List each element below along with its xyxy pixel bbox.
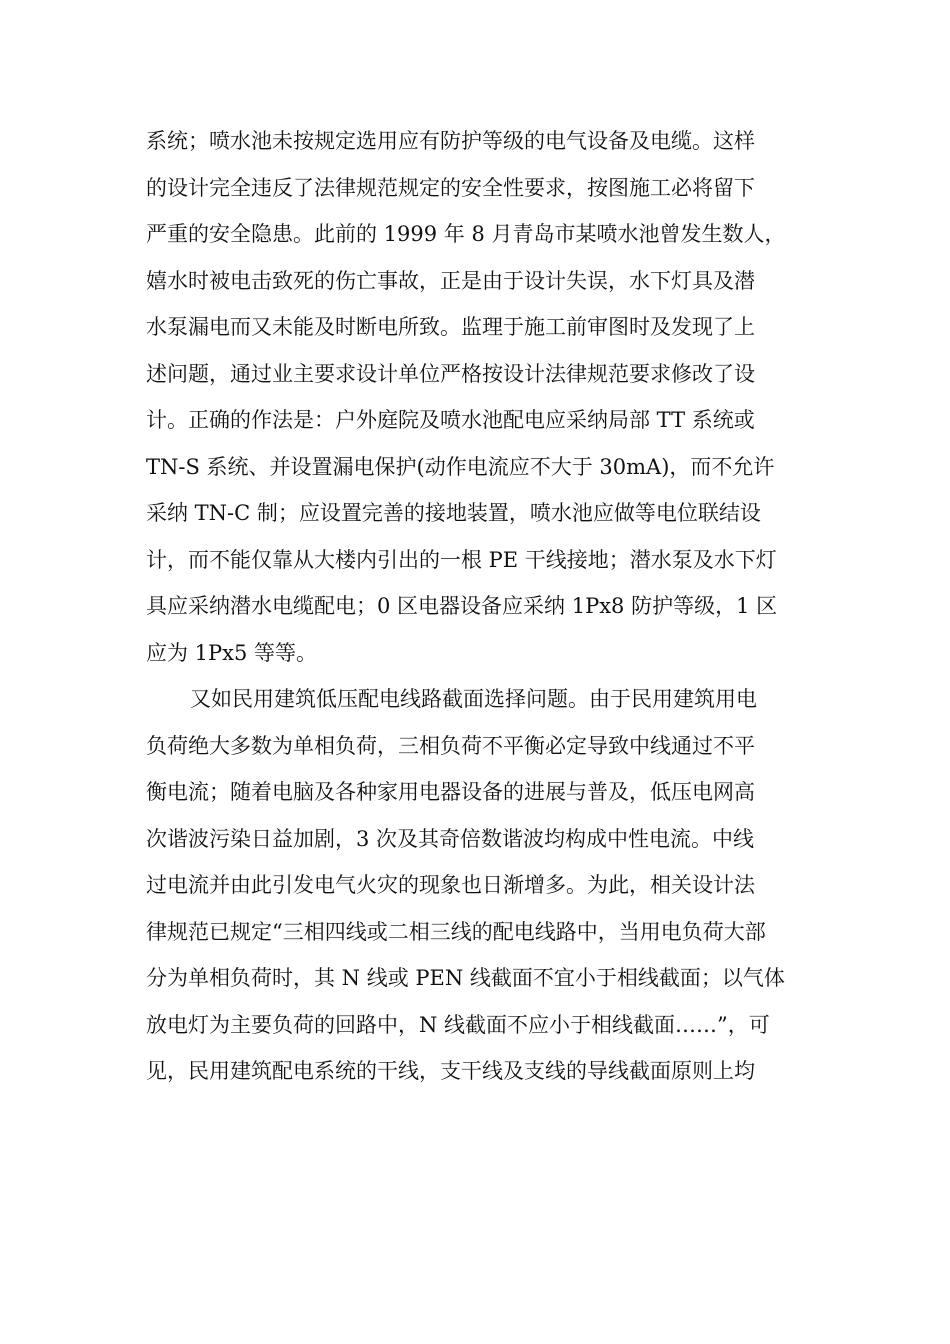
text-line: 采纳 TN-C 制；应设置完善的接地装置，喷水池应做等电位联结设 — [146, 501, 761, 525]
body-text — [146, 118, 806, 1095]
text-line: 嬉水时被电击致死的伤亡事故，正是由于设计失误，水下灯具及潜 — [146, 268, 755, 293]
text-line: 见，民用建筑配电系统的干线，支干线及支线的导线截面原则上均 — [146, 1059, 755, 1083]
text-line: 放电灯为主要负荷的回路中，N 线截面不应小于相线截面……”，可 — [146, 1012, 770, 1037]
text-line: 分为单相负荷时，其 N 线或 PEN 线截面不宜小于相线截面；以气体 — [146, 966, 785, 990]
text-line: 律规范已规定“三相四线或二相三线的配电线路中，当用电负荷大部 — [146, 919, 766, 944]
text-line: 严重的安全隐患。此前的 1999 年 8 月青岛市某喷水池曾发生数人， — [146, 222, 786, 246]
text-line: 又如民用建筑低压配电线路截面选择问题。由于民用建筑用电 — [190, 687, 757, 711]
text-line: 述问题，通过业主要求设计单位严格按设计法律规范要求修改了设 — [146, 361, 755, 386]
text-line: 的设计完全违反了法律规范规定的安全性要求，按图施工必将留下 — [146, 175, 755, 200]
text-line: 负荷绝大多数为单相负荷，三相负荷不平衡必定导致中线通过不平 — [146, 733, 755, 758]
text-line: 衡电流；随着电脑及各种家用电器设备的进展与普及，低压电网高 — [146, 780, 755, 804]
text-line: 次谐波污染日益加剧，3 次及其奇倍数谐波均构成中性电流。中线 — [146, 826, 755, 851]
text-line: 具应采纳潜水电缆配电；0 区电器设备应采纳 1Px8 防护等级，1 区 — [146, 594, 778, 618]
text-line: 计，而不能仅靠从大楼内引出的一根 PE 干线接地；潜水泵及水下灯 — [146, 547, 777, 572]
text-line: 过电流并由此引发电气火灾的现象也日渐增多。为此，相关设计法 — [146, 873, 755, 897]
paragraph-2 — [146, 676, 806, 1095]
text-line: 计。正确的作法是：户外庭院及喷水池配电应采纳局部 TT 系统或 — [146, 408, 755, 432]
text-line: 系统；喷水池未按规定选用应有防护等级的电气设备及电缆。这样 — [146, 129, 755, 153]
text-line: 水泵漏电而又未能及时断电所致。监理于施工前审图时及发现了上 — [146, 315, 755, 339]
paragraph-1 — [146, 118, 806, 676]
text-line: 应为 1Px5 等等。 — [146, 640, 318, 665]
text-line: TN-S 系统、并设置漏电保护(动作电流应不大于 30mA)，而不允许 — [146, 454, 775, 479]
